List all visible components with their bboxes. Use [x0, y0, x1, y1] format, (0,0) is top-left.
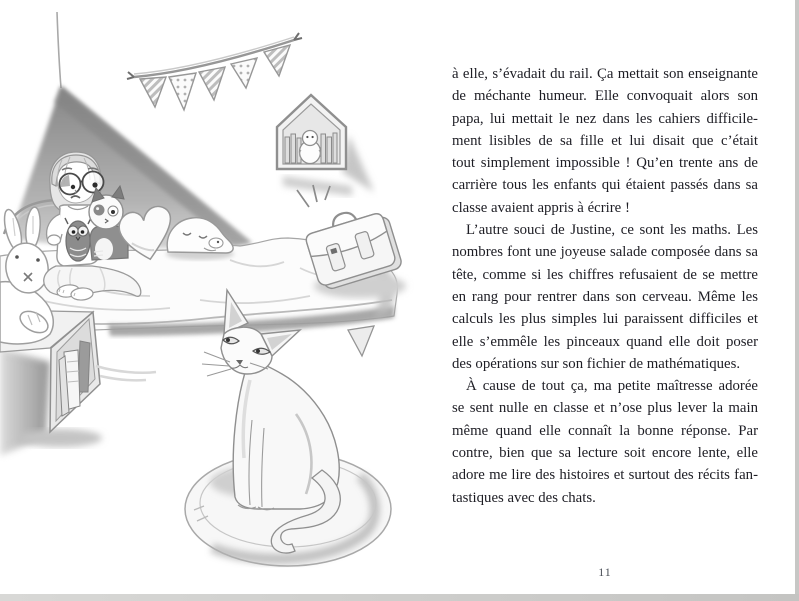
text-line: À cause de tout ça, ma petite maîtresse adorée — [466, 378, 758, 395]
text-line: calculs les plus simples lui paraissent difficiles et — [452, 311, 758, 328]
text-line: carrière tous les enfants qui étaient passés dans sa — [452, 177, 758, 194]
text-line: elle s’emmêle les pinceaux quand elle doit poser — [452, 333, 758, 350]
text-line: adore me lire des histoires et surtout des récits fan- — [452, 467, 758, 484]
bird-figure-icon — [300, 131, 321, 164]
text-line: ment lisibles de sa fille et lui disait que c’était — [452, 132, 758, 149]
text-line: en rang pour rentrer dans son cerveau. Même les — [452, 288, 758, 305]
text-column — [452, 63, 758, 509]
text-line: papa, lui mettait le nez dans les cahiers difficile- — [452, 110, 758, 127]
text-line: à elle, s’évadait du rail. Ça mettait son enseignante — [452, 66, 758, 82]
floor-shading — [96, 366, 156, 380]
text-line: se sent nulle en classe et n’ose plus lever la main — [452, 400, 758, 417]
text-line: L’autre souci de Justine, ce sont les maths. Les — [466, 222, 758, 239]
bed-leg — [348, 326, 374, 356]
text-line: contre, bien que sa lecture soit encore lente, elle — [452, 445, 758, 462]
text-line: tête, comme si les chiffres refusaient de se mettre — [452, 266, 758, 283]
page-number: 11 — [598, 565, 612, 579]
text-line: classe avaient appris à écrire ! — [452, 199, 630, 216]
page-edge-right — [795, 0, 799, 601]
paragraph — [452, 375, 758, 509]
text-line: des opérations sur son fichier de mathématiques. — [452, 355, 741, 372]
paragraph — [452, 63, 758, 219]
page-edge-bottom — [0, 594, 799, 601]
text-line: tastiques avec des chats. — [452, 489, 596, 506]
text-line: de méchante humeur. Elle convoquait alors son — [452, 88, 758, 105]
text-line: nombres font une joyeuse salade composée dans sa — [452, 244, 758, 261]
text-line: tout simplement impossible ! Qu’en trente ans de — [452, 155, 758, 172]
bunting-garland-icon — [127, 33, 302, 110]
paragraph — [452, 219, 758, 375]
house-shelf-icon — [277, 95, 374, 196]
text-line: même quand elle connaît la bonne réponse. Par — [452, 422, 758, 439]
